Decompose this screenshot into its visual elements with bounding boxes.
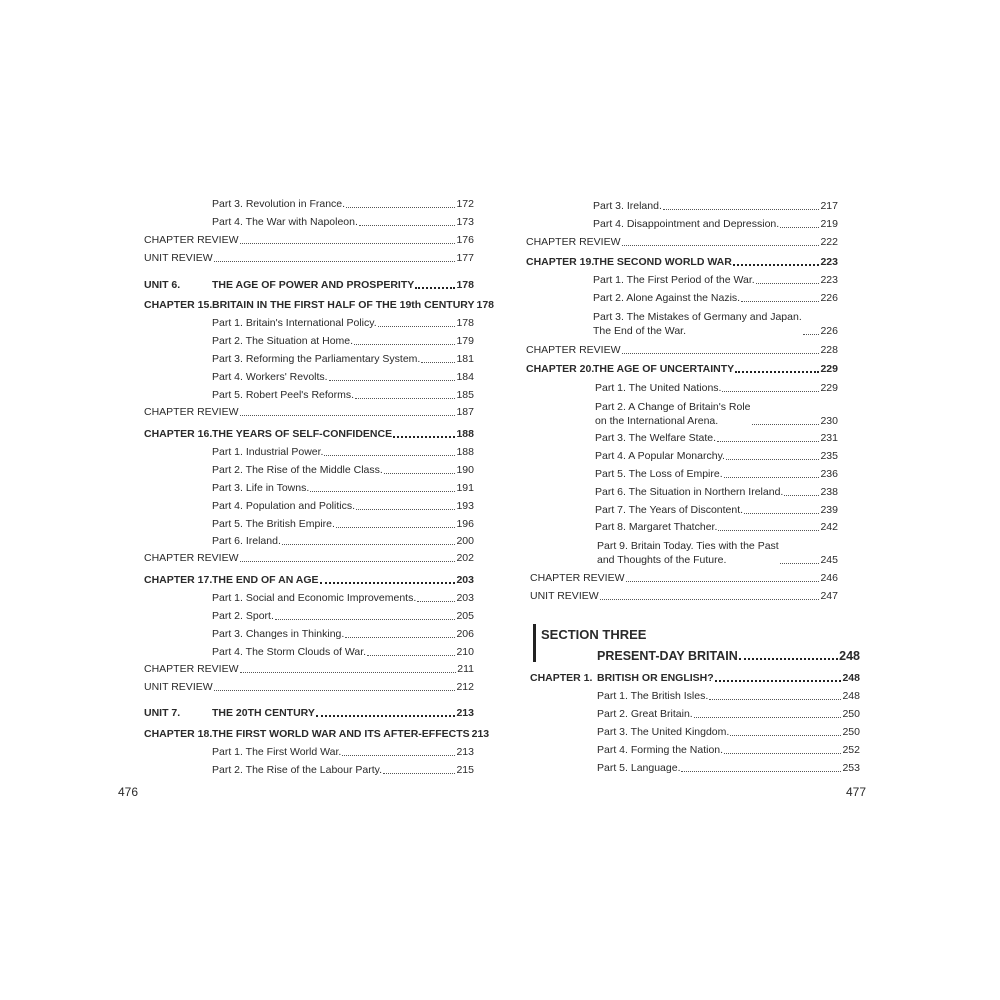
- dot-leader: [626, 581, 820, 582]
- entry-title: THE AGE OF POWER AND PROSPERITY: [212, 279, 415, 291]
- entry-title: Part 2. The Rise of the Middle Class.: [212, 464, 383, 476]
- dot-leader: [320, 582, 456, 584]
- dot-leader: [709, 699, 841, 700]
- entry-title: BRITISH OR ENGLISH?: [597, 672, 714, 684]
- entry-page-number: 238: [820, 486, 838, 498]
- dot-leader: [600, 599, 820, 600]
- entry-page-number: 206: [456, 628, 474, 640]
- dot-leader: [780, 227, 819, 228]
- entry-page-number: 212: [456, 681, 474, 693]
- right-toc-entry-part-2-a-change-of-britain-s-role-on-the[interactable]: [595, 400, 838, 428]
- entry-title: CHAPTER REVIEW: [144, 234, 239, 246]
- left-toc-entry-part-2-sport[interactable]: [212, 610, 474, 623]
- entry-page-number: 223: [820, 274, 838, 286]
- dot-leader: [724, 477, 820, 478]
- entry-page-number: 172: [456, 198, 474, 210]
- entry-title: Part 1. Industrial Power.: [212, 446, 324, 458]
- entry-page-number: 229: [820, 382, 838, 394]
- left-toc-entry-part-2-the-rise-of-the-labour-party[interactable]: [212, 764, 474, 777]
- entry-title: Part 2. A Change of Britain's Role on the International Arena.: [595, 401, 751, 427]
- entry-title: Part 3. Life in Towns.: [212, 482, 310, 494]
- entry-title: Part 4. Population and Politics.: [212, 500, 356, 512]
- dot-leader: [803, 334, 820, 335]
- dot-leader: [310, 491, 455, 492]
- dot-leader: [735, 371, 819, 373]
- left-toc-entry-the-first-world-war-and-its-after-effect[interactable]: [212, 728, 490, 741]
- dot-leader: [336, 527, 456, 528]
- entry-title: Part 3. The Welfare State.: [595, 432, 717, 444]
- right-toc-entry-part-3-the-mistakes-of-germany-and-japan[interactable]: [593, 310, 838, 338]
- dot-leader: [393, 436, 455, 438]
- entry-title: CHAPTER REVIEW: [530, 572, 625, 584]
- left-entry-number: UNIT 7.: [144, 707, 181, 719]
- entry-page-number: 231: [820, 432, 838, 444]
- entry-page-number: 219: [820, 218, 838, 230]
- entry-page-number: 248: [842, 672, 860, 684]
- left-entry-number: CHAPTER 15.: [144, 299, 213, 311]
- dot-leader: [324, 455, 455, 456]
- entry-page-number: 230: [820, 415, 838, 427]
- entry-title: UNIT REVIEW: [144, 252, 213, 264]
- left-toc-entry-chapter-review[interactable]: [144, 406, 474, 419]
- right-toc-entry-part-1-the-united-nations[interactable]: [595, 382, 838, 395]
- entry-page-number: 203: [456, 592, 474, 604]
- entry-page-number: 222: [820, 236, 838, 248]
- dot-leader: [378, 326, 456, 327]
- dot-leader: [316, 715, 456, 717]
- entry-page-number: 200: [456, 535, 474, 547]
- entry-title: Part 1. The First Period of the War.: [593, 274, 755, 286]
- right-toc-entry-part-5-the-loss-of-empire[interactable]: [595, 468, 838, 481]
- right-toc-entry-chapter-review[interactable]: [530, 572, 838, 585]
- left-toc-entry-part-4-population-and-politics[interactable]: [212, 500, 474, 513]
- entry-title: UNIT REVIEW: [144, 681, 213, 693]
- section-title: SECTION THREE: [541, 627, 647, 642]
- entry-page-number: 223: [820, 256, 838, 268]
- entry-page-number: 210: [456, 646, 474, 658]
- entry-title: Part 9. Britain Today. Ties with the Past and Thoughts of the Future.: [597, 540, 779, 566]
- entry-page-number: 226: [820, 325, 838, 337]
- right-entry-number: CHAPTER 1.: [530, 672, 593, 684]
- left-toc-entry-chapter-review[interactable]: [144, 234, 474, 247]
- entry-page-number: 187: [456, 406, 474, 418]
- entry-page-number: 247: [820, 590, 838, 602]
- entry-page-number: 179: [456, 335, 474, 347]
- right-toc-entry-part-2-great-britain[interactable]: [597, 708, 860, 721]
- right-toc-entry-present-day-britain[interactable]: [597, 650, 860, 663]
- entry-title: Part 3. Ireland.: [593, 200, 662, 212]
- left-toc-entry-part-1-britain-s-international-policy[interactable]: [212, 317, 474, 330]
- entry-title: CHAPTER REVIEW: [144, 406, 239, 418]
- dot-leader: [275, 619, 456, 620]
- left-toc-entry-chapter-review[interactable]: [144, 663, 474, 676]
- entry-page-number: 248: [842, 690, 860, 702]
- dot-leader: [756, 283, 820, 284]
- entry-title: PRESENT-DAY BRITAIN: [597, 649, 738, 663]
- entry-page-number: 196: [456, 518, 474, 530]
- entry-title: CHAPTER REVIEW: [526, 344, 621, 356]
- left-toc-entry-part-3-reforming-the-parliamentary-syste[interactable]: [212, 353, 474, 366]
- dot-leader: [718, 530, 819, 531]
- right-toc-entry-part-3-the-welfare-state[interactable]: [595, 432, 838, 445]
- dot-leader: [240, 561, 456, 562]
- left-page-number: 476: [118, 785, 139, 799]
- entry-page-number: 202: [456, 552, 474, 564]
- entry-page-number: 177: [456, 252, 474, 264]
- entry-title: Part 4. Forming the Nation.: [597, 744, 724, 756]
- dot-leader: [739, 658, 838, 660]
- entry-title: Part 1. The United Nations.: [595, 382, 722, 394]
- right-toc-entry-part-4-disappointment-and-depression[interactable]: [593, 218, 838, 231]
- dot-leader: [346, 207, 455, 208]
- entry-page-number: 236: [820, 468, 838, 480]
- entry-page-number: 184: [456, 371, 474, 383]
- entry-title: THE AGE OF UNCERTAINTY: [593, 363, 735, 375]
- dot-leader: [214, 690, 456, 691]
- left-entry-number: CHAPTER 17.: [144, 574, 213, 586]
- left-toc-entry-part-2-the-rise-of-the-middle-class[interactable]: [212, 464, 474, 477]
- left-toc-entry-part-3-life-in-towns[interactable]: [212, 482, 474, 495]
- left-toc-entry-unit-review[interactable]: [144, 681, 474, 694]
- entry-title: Part 5. The Loss of Empire.: [595, 468, 723, 480]
- entry-page-number: 176: [456, 234, 474, 246]
- dot-leader: [744, 513, 819, 514]
- dot-leader: [780, 563, 820, 564]
- entry-page-number: 217: [820, 200, 838, 212]
- entry-title: Part 1. Britain's International Policy.: [212, 317, 377, 329]
- dot-leader: [345, 637, 455, 638]
- entry-title: Part 3. The Mistakes of Germany and Japan. The End of the War.: [593, 311, 802, 337]
- left-toc-entry-part-1-social-and-economic-improvements[interactable]: [212, 592, 474, 605]
- left-toc-entry-part-4-the-storm-clouds-of-war[interactable]: [212, 646, 474, 659]
- entry-title: Part 4. The War with Napoleon.: [212, 216, 358, 228]
- left-toc-entry-unit-review[interactable]: [144, 252, 474, 265]
- dot-leader: [724, 753, 841, 754]
- left-toc-entry-part-3-revolution-in-france[interactable]: [212, 198, 474, 211]
- entry-title: BRITAIN IN THE FIRST HALF OF THE 19th CENTURY: [212, 299, 475, 311]
- dot-leader: [384, 473, 456, 474]
- right-toc-entry-part-1-the-british-isles[interactable]: [597, 690, 860, 703]
- dot-leader: [240, 415, 456, 416]
- entry-title: Part 1. The British Isles.: [597, 690, 709, 702]
- left-toc-entry-part-2-the-situation-at-home[interactable]: [212, 335, 474, 348]
- section-marker-bar: [533, 624, 536, 662]
- left-toc-entry-part-1-industrial-power[interactable]: [212, 446, 474, 459]
- entry-title: Part 1. Social and Economic Improvements.: [212, 592, 417, 604]
- right-toc-entry-chapter-review[interactable]: [526, 236, 838, 249]
- entry-page-number: 188: [456, 446, 474, 458]
- entry-title: Part 3. Revolution in France.: [212, 198, 346, 210]
- left-toc-entry-part-1-the-first-world-war[interactable]: [212, 746, 474, 759]
- left-toc-entry-the-years-of-self-confidence[interactable]: [212, 428, 474, 441]
- entry-page-number: 191: [456, 482, 474, 494]
- right-entry-number: CHAPTER 19.: [526, 256, 595, 268]
- entry-title: Part 8. Margaret Thatcher.: [595, 521, 718, 533]
- entry-title: Part 4. The Storm Clouds of War.: [212, 646, 367, 658]
- entry-page-number: 213: [456, 707, 474, 719]
- entry-title: CHAPTER REVIEW: [144, 552, 239, 564]
- entry-page-number: 188: [456, 428, 474, 440]
- dot-leader: [622, 245, 820, 246]
- right-entry-number: CHAPTER 20.: [526, 363, 595, 375]
- left-toc-entry-part-6-ireland[interactable]: [212, 535, 474, 548]
- dot-leader: [741, 301, 819, 302]
- left-toc-entry-part-3-changes-in-thinking[interactable]: [212, 628, 474, 641]
- right-toc-entry-the-second-world-war[interactable]: [593, 256, 838, 269]
- left-toc-entry-britain-in-the-first-half-of-the-19th-ce[interactable]: [212, 299, 495, 312]
- left-entry-number: CHAPTER 18.: [144, 728, 213, 740]
- entry-page-number: 235: [820, 450, 838, 462]
- entry-title: Part 4. Workers' Revolts.: [212, 371, 328, 383]
- entry-title: Part 5. Language.: [597, 762, 681, 774]
- left-toc-entry-part-5-the-british-empire[interactable]: [212, 518, 474, 531]
- dot-leader: [240, 243, 456, 244]
- left-toc-entry-chapter-review[interactable]: [144, 552, 474, 565]
- dot-leader: [383, 773, 455, 774]
- dot-leader: [752, 424, 820, 425]
- entry-page-number: 185: [456, 389, 474, 401]
- entry-page-number: 245: [820, 554, 838, 566]
- dot-leader: [733, 264, 820, 266]
- right-toc-entry-british-or-english[interactable]: [597, 672, 860, 685]
- entry-page-number: 173: [456, 216, 474, 228]
- entry-title: Part 2. Great Britain.: [597, 708, 693, 720]
- dot-leader: [355, 398, 455, 399]
- entry-title: Part 2. Sport.: [212, 610, 274, 622]
- entry-title: Part 2. The Rise of the Labour Party.: [212, 764, 383, 776]
- entry-title: THE SECOND WORLD WAR: [593, 256, 732, 268]
- dot-leader: [681, 771, 841, 772]
- right-toc-entry-part-7-the-years-of-discontent[interactable]: [595, 504, 838, 517]
- entry-title: Part 4. Disappointment and Depression.: [593, 218, 780, 230]
- right-toc-entry-part-5-language[interactable]: [597, 762, 860, 775]
- dot-leader: [717, 441, 819, 442]
- dot-leader: [784, 495, 819, 496]
- left-toc-entry-the-age-of-power-and-prosperity[interactable]: [212, 279, 474, 292]
- dot-leader: [359, 225, 456, 226]
- entry-page-number: 226: [820, 292, 838, 304]
- left-toc-entry-the-20th-century[interactable]: [212, 707, 474, 720]
- dot-leader: [694, 717, 842, 718]
- entry-page-number: 246: [820, 572, 838, 584]
- right-toc-entry-the-age-of-uncertainty[interactable]: [593, 363, 838, 376]
- left-toc-entry-part-4-workers-revolts[interactable]: [212, 371, 474, 384]
- left-toc-entry-part-4-the-war-with-napoleon[interactable]: [212, 216, 474, 229]
- entry-page-number: 253: [842, 762, 860, 774]
- right-toc-entry-part-4-a-popular-monarchy[interactable]: [595, 450, 838, 463]
- entry-page-number: 242: [820, 521, 838, 533]
- entry-page-number: 228: [820, 344, 838, 356]
- dot-leader: [622, 353, 820, 354]
- right-toc-entry-part-2-alone-against-the-nazis[interactable]: [593, 292, 838, 305]
- right-toc-entry-part-3-the-united-kingdom[interactable]: [597, 726, 860, 739]
- entry-page-number: 215: [456, 764, 474, 776]
- entry-title: Part 3. Reforming the Parliamentary System.: [212, 353, 421, 365]
- entry-title: Part 3. The United Kingdom.: [597, 726, 730, 738]
- right-toc-entry-part-9-britain-today-ties-with-the-past-[interactable]: [597, 539, 838, 567]
- left-entry-number: UNIT 6.: [144, 279, 181, 291]
- entry-page-number: 178: [456, 279, 474, 291]
- left-toc-entry-part-5-robert-peel-s-reforms[interactable]: [212, 389, 474, 402]
- entry-title: Part 2. The Situation at Home.: [212, 335, 354, 347]
- dot-leader: [726, 459, 820, 460]
- entry-page-number: 193: [456, 500, 474, 512]
- entry-title: Part 6. The Situation in Northern Ireland.: [595, 486, 784, 498]
- entry-title: THE YEARS OF SELF-CONFIDENCE: [212, 428, 393, 440]
- entry-title: THE END OF AN AGE: [212, 574, 319, 586]
- dot-leader: [415, 287, 455, 289]
- entry-title: Part 7. The Years of Discontent.: [595, 504, 744, 516]
- entry-title: Part 5. The British Empire.: [212, 518, 335, 530]
- entry-title: UNIT REVIEW: [530, 590, 599, 602]
- dot-leader: [730, 735, 841, 736]
- entry-page-number: 252: [842, 744, 860, 756]
- right-page-number: 477: [846, 785, 867, 799]
- dot-leader: [240, 672, 457, 673]
- entry-title: THE FIRST WORLD WAR AND ITS AFTER-EFFECTS: [212, 728, 470, 740]
- right-toc-entry-unit-review[interactable]: [530, 590, 838, 603]
- dot-leader: [722, 391, 819, 392]
- entry-title: Part 4. A Popular Monarchy.: [595, 450, 725, 462]
- entry-page-number: 250: [842, 708, 860, 720]
- dot-leader: [356, 509, 455, 510]
- right-toc-entry-chapter-review[interactable]: [526, 344, 838, 357]
- dot-leader: [214, 261, 456, 262]
- entry-page-number: 190: [456, 464, 474, 476]
- right-toc-entry-part-1-the-first-period-of-the-war[interactable]: [593, 274, 838, 287]
- left-entry-number: CHAPTER 16.: [144, 428, 213, 440]
- entry-title: Part 5. Robert Peel's Reforms.: [212, 389, 355, 401]
- dot-leader: [421, 362, 455, 363]
- dot-leader: [354, 344, 455, 345]
- entry-title: CHAPTER REVIEW: [144, 663, 239, 675]
- entry-title: CHAPTER REVIEW: [526, 236, 621, 248]
- dot-leader: [342, 755, 455, 756]
- entry-title: Part 3. Changes in Thinking.: [212, 628, 345, 640]
- entry-page-number: 205: [456, 610, 474, 622]
- dot-leader: [715, 680, 842, 682]
- entry-page-number: 213: [456, 746, 474, 758]
- entry-page-number: 178: [456, 317, 474, 329]
- entry-title: Part 2. Alone Against the Nazis.: [593, 292, 741, 304]
- right-toc-entry-part-6-the-situation-in-northern-ireland[interactable]: [595, 486, 838, 499]
- right-toc-entry-part-4-forming-the-nation[interactable]: [597, 744, 860, 757]
- entry-page-number: 248: [839, 649, 860, 663]
- entry-page-number: 239: [820, 504, 838, 516]
- entry-page-number: 213: [471, 728, 490, 740]
- entry-page-number: 250: [842, 726, 860, 738]
- entry-page-number: 211: [457, 663, 474, 675]
- dot-leader: [282, 544, 456, 545]
- entry-title: THE 20TH CENTURY: [212, 707, 315, 719]
- right-toc-entry-part-8-margaret-thatcher[interactable]: [595, 521, 838, 534]
- dot-leader: [367, 655, 455, 656]
- dot-leader: [663, 209, 820, 210]
- entry-page-number: 203: [456, 574, 474, 586]
- entry-page-number: 181: [456, 353, 474, 365]
- left-toc-entry-the-end-of-an-age[interactable]: [212, 574, 474, 587]
- entry-page-number: 229: [820, 363, 838, 375]
- dot-leader: [329, 380, 456, 381]
- right-toc-entry-part-3-ireland[interactable]: [593, 200, 838, 213]
- dot-leader: [417, 601, 455, 602]
- entry-title: Part 1. The First World War.: [212, 746, 342, 758]
- entry-title: Part 6. Ireland.: [212, 535, 281, 547]
- entry-page-number: 178: [476, 299, 495, 311]
